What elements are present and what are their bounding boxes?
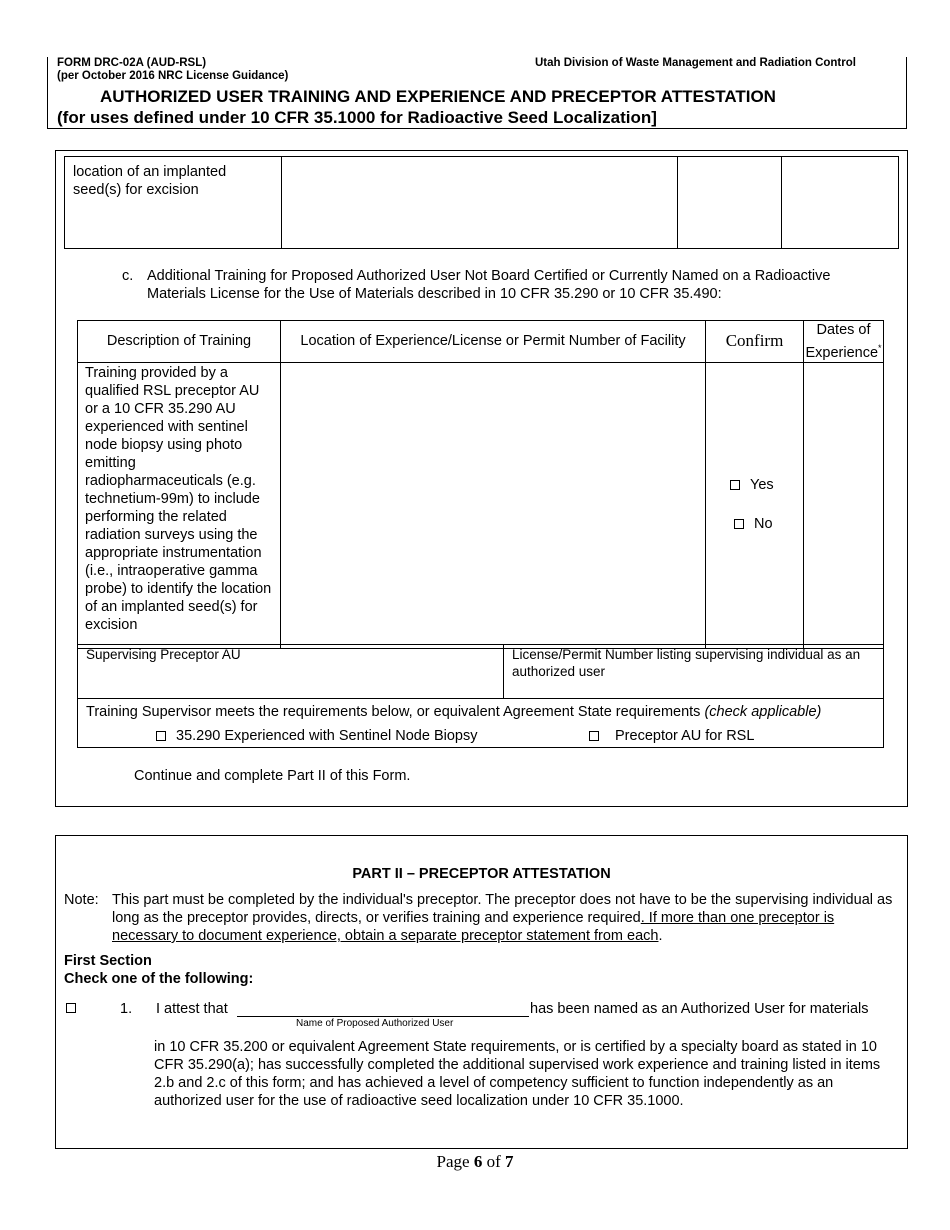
col-confirm-header: Confirm xyxy=(706,321,804,363)
note-end: . xyxy=(658,928,663,944)
confirm-yes-option[interactable] xyxy=(730,476,774,494)
form-id: FORM DRC-02A (AUD-RSL) xyxy=(57,57,207,69)
dates-field[interactable] xyxy=(804,362,884,648)
note-underlined: . If more than one preceptor is necessary to document experience, obtain a separate preceptor statement from each xyxy=(112,910,835,944)
part2-bottom-rule xyxy=(55,1148,908,1149)
dates-footnote-mark: * xyxy=(878,343,882,353)
supervisor-req-text: Training Supervisor meets the requirements below, or equivalent Agreement State requirements xyxy=(86,704,701,720)
item-number: 1. xyxy=(120,1001,133,1017)
header-rule xyxy=(47,128,907,129)
top-training-table xyxy=(64,156,899,249)
top-table-location-field[interactable] xyxy=(282,157,678,249)
option-preceptor-au[interactable] xyxy=(589,727,754,745)
top-table-confirm-field[interactable] xyxy=(678,157,782,249)
confirm-cell xyxy=(706,362,804,648)
note-label: Note: xyxy=(64,892,99,908)
yes-checkbox[interactable] xyxy=(730,480,740,490)
supervising-preceptor-field[interactable]: Supervising Preceptor AU xyxy=(78,645,504,699)
training-description: Training provided by a qualified RSL preceptor AU or a 10 CFR 35.290 AU experienced with sentinel node biopsy using photo emitting radiopharmaceuticals (e.g. technetium-99m) to include performing the related radiation surveys using the appropriate instrumentation (i.e., intraoperative gamma probe) to identify the location of an implanted seed(s) for excision xyxy=(78,362,281,648)
no-label: No xyxy=(754,515,773,532)
attest-checkbox[interactable] xyxy=(66,1003,76,1013)
option-preceptor-au-label: Preceptor AU for RSL xyxy=(615,728,755,744)
col-dates-label: Dates of Experience xyxy=(805,322,879,361)
yes-label: Yes xyxy=(750,476,774,493)
first-section-heading: First Section xyxy=(64,953,152,969)
page-total: 7 xyxy=(504,1152,514,1171)
attest-suffix: has been named as an Authorized User for materials xyxy=(530,1001,869,1017)
top-table-dates-field[interactable] xyxy=(782,157,899,249)
name-caption: Name of Proposed Authorized User xyxy=(296,1018,454,1029)
authorized-user-name-field[interactable] xyxy=(237,1016,529,1017)
note-main: This part must be completed by the individual's preceptor. The preceptor does not have to be the supervising individual as long as the preceptor provides, directs, or verifies training and experience required xyxy=(112,892,893,926)
preceptor-au-checkbox[interactable] xyxy=(589,731,599,741)
page-of: of xyxy=(486,1152,501,1171)
supervisor-table xyxy=(77,644,884,748)
check-one-heading: Check one of the following: xyxy=(64,971,254,987)
top-table-description: location of an implanted seed(s) for excision xyxy=(65,157,282,249)
guidance-note: (per October 2016 NRC License Guidance) xyxy=(57,70,289,82)
col-location-header: Location of Experience/License or Permit Number of Facility xyxy=(281,321,706,363)
attest-prefix: I attest that xyxy=(156,1001,228,1017)
license-permit-field[interactable]: License/Permit Number listing supervising individual as an authorized user xyxy=(504,645,884,699)
section-c-label: c. xyxy=(122,268,134,284)
page-subtitle: (for uses defined under 10 CFR 35.1000 for Radioactive Seed Localization] xyxy=(57,108,657,127)
page-number xyxy=(0,1152,950,1172)
supervisor-requirements xyxy=(78,699,884,748)
continue-instruction: Continue and complete Part II of this Form. xyxy=(134,768,411,784)
section-c-text: Additional Training for Proposed Authorized User Not Board Certified or Currently Named on a Radioactive Materials License for the Use of Materials described in 10 CFR 35.290 or 10 CFR 35.490: xyxy=(147,268,831,302)
confirm-no-option[interactable] xyxy=(734,515,773,533)
no-checkbox[interactable] xyxy=(734,519,744,529)
page-word: Page xyxy=(436,1152,470,1171)
option-sentinel-node-label: 35.290 Experienced with Sentinel Node Biopsy xyxy=(176,728,478,744)
part2-top-rule xyxy=(55,835,908,836)
page-title: AUTHORIZED USER TRAINING AND EXPERIENCE AND PRECEPTOR ATTESTATION xyxy=(100,87,776,106)
location-field[interactable] xyxy=(281,362,706,648)
col-description-header: Description of Training xyxy=(78,321,281,363)
note-text xyxy=(112,891,894,945)
header-left-rule xyxy=(47,57,48,129)
additional-training-table xyxy=(77,320,884,649)
attest-body: in 10 CFR 35.200 or equivalent Agreement State requirements, or is certified by a specialty board as stated in 10 CFR 35.290(a); has successfully completed the additional supervised work experience and training listed in items 2.b and 2.c of this form; and has achieved a level of competency sufficient to function independently as an authorized user for the use of radioactive seed localization under 10 CFR 35.1000. xyxy=(154,1039,881,1109)
header-right-rule xyxy=(906,57,907,129)
col-dates-header xyxy=(804,321,884,363)
sentinel-node-checkbox[interactable] xyxy=(156,731,166,741)
page-current: 6 xyxy=(473,1152,483,1171)
agency-name: Utah Division of Waste Management and Radiation Control xyxy=(535,57,856,69)
part2-title: PART II – PRECEPTOR ATTESTATION xyxy=(352,866,611,882)
option-sentinel-node[interactable] xyxy=(156,727,477,745)
supervisor-req-italic: (check applicable) xyxy=(704,704,822,720)
